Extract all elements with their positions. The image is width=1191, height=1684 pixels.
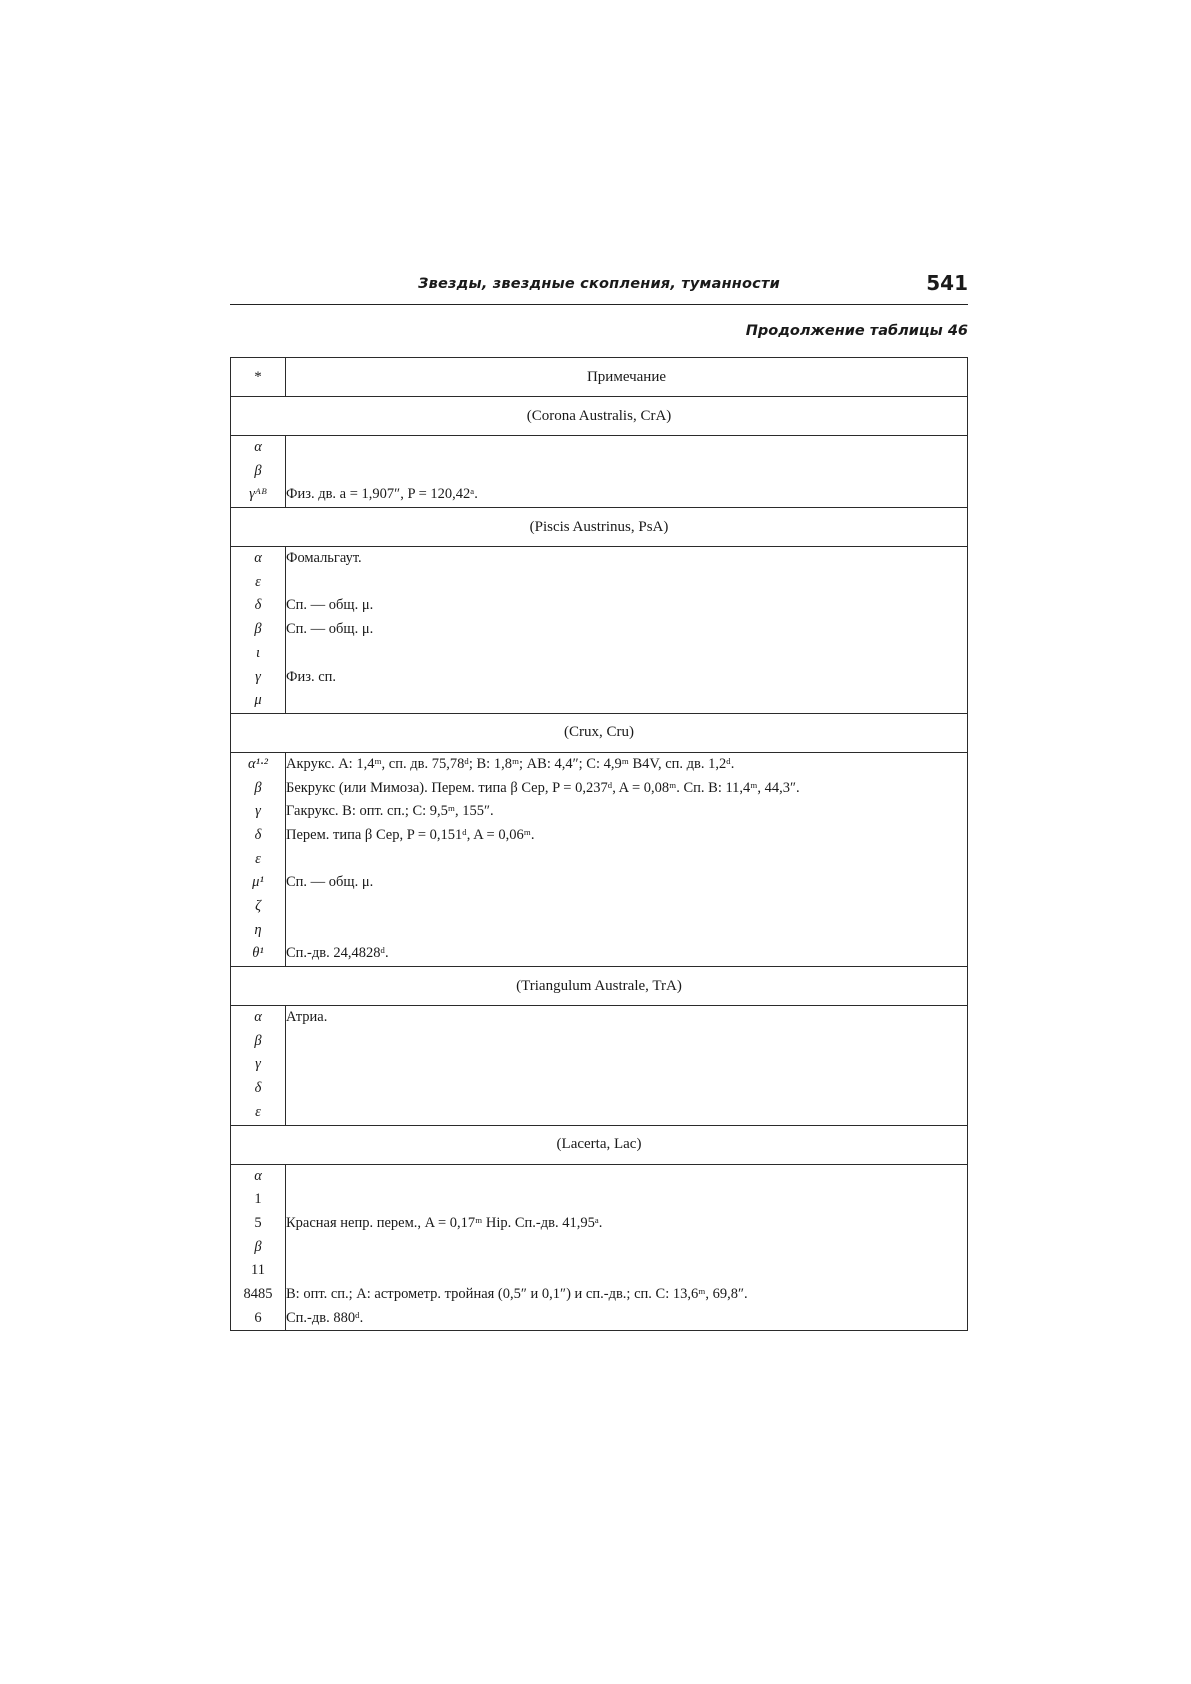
star-note: Бекрукс (или Мимоза). Перем. типа β Сер, P = 0,237ᵈ, A = 0,08ᵐ. Сп. В: 11,4ᵐ, 44,3″. [286, 779, 800, 796]
star-designation: ε [255, 1103, 261, 1120]
notes-table [230, 357, 968, 1331]
star-designation: α [254, 550, 262, 567]
star-designation: β [254, 1032, 262, 1049]
star-note [286, 1077, 967, 1101]
star-designation: ζ [255, 898, 261, 914]
star-designation: α¹·² [248, 755, 268, 772]
star-designation-cell [231, 1006, 286, 1125]
star-designation: β [254, 1238, 262, 1255]
star-designation: μ¹ [252, 874, 264, 891]
note-cell [286, 1006, 968, 1125]
star-designation: α [254, 1167, 262, 1184]
star-note [286, 436, 967, 460]
page [230, 270, 968, 1331]
star-designation: α [254, 439, 262, 455]
star-note: Фомальгаут. [286, 550, 362, 567]
table-body [231, 397, 968, 1331]
star-note: Сп. — общ. μ. [286, 597, 374, 614]
table-caption: Продолжение таблицы 46 [745, 323, 968, 339]
star-designation: 5 [254, 1214, 262, 1231]
star-designation: β [254, 462, 262, 479]
star-note: Гакрукс. В: опт. сп.; С: 9,5ᵐ, 155″. [286, 803, 494, 820]
star-designation-cell [231, 1164, 286, 1331]
star-note: Сп.-дв. 24,4828ᵈ. [286, 945, 389, 962]
note-cell [286, 752, 968, 966]
star-note [286, 571, 967, 595]
star-note: Красная непр. перем., A = 0,17ᵐ Hip. Сп.-дв. 41,95ᵃ. [286, 1214, 603, 1231]
star-designation-cell [231, 547, 286, 714]
star-note [286, 460, 967, 484]
section-title: (Piscis Austrinus, PsA) [231, 508, 968, 547]
note-cell [286, 1164, 968, 1331]
star-note: Сп.-дв. 880ᵈ. [286, 1309, 364, 1326]
star-designation: ε [255, 573, 261, 590]
star-note [286, 848, 967, 872]
section-body-row [231, 752, 968, 966]
star-designation: β [254, 621, 262, 638]
star-designation: 1 [254, 1191, 262, 1208]
table-header-row [231, 358, 968, 397]
star-designation-cell [231, 436, 286, 508]
star-designation: β [254, 779, 262, 796]
star-designation: δ [254, 826, 262, 843]
star-note [286, 1101, 967, 1125]
star-note [286, 919, 967, 943]
star-designation: δ [254, 1080, 262, 1097]
section-title: (Crux, Cru) [231, 713, 968, 752]
star-designation: θ¹ [252, 945, 264, 962]
star-designation: δ [254, 597, 262, 614]
section-body-row [231, 1164, 968, 1331]
star-note: Перем. типа β Сер, P = 0,151ᵈ, A = 0,06ᵐ. [286, 826, 535, 843]
star-note [286, 642, 967, 666]
star-note [286, 1188, 967, 1212]
star-note: Сп. — общ. μ. [286, 621, 374, 638]
star-note [286, 895, 967, 919]
star-designation: 8485 [243, 1285, 273, 1302]
star-note: Атриа. [286, 1009, 328, 1026]
section-title-row [231, 713, 968, 752]
section-title-row [231, 397, 968, 436]
note-cell [286, 436, 968, 508]
section-title: (Triangulum Australe, TrA) [231, 967, 968, 1006]
star-designation: ε [255, 850, 261, 867]
star-designation: η [254, 921, 262, 938]
running-title: Звезды, звездные скопления, туманности [418, 276, 780, 292]
note-cell [286, 547, 968, 714]
section-body-row [231, 436, 968, 508]
star-note [286, 689, 967, 713]
star-note [286, 1165, 967, 1189]
star-note: Физ. дв. a = 1,907″, P = 120,42ᵃ. [286, 486, 478, 503]
section-title-row [231, 967, 968, 1006]
star-designation: 11 [251, 1262, 265, 1279]
star-note: Акрукс. А: 1,4ᵐ, сп. дв. 75,78ᵈ; В: 1,8ᵐ; АВ: 4,4″; С: 4,9ᵐ B4V, сп. дв. 1,2ᵈ. [286, 755, 735, 772]
star-designation: γᴬᴮ [249, 486, 267, 503]
page-number: 541 [926, 271, 968, 295]
star-designation: γ [255, 803, 261, 820]
section-title: (Lacerta, Lac) [231, 1125, 968, 1164]
section-title-row [231, 508, 968, 547]
column-header-note: Примечание [286, 358, 968, 397]
star-note: В: опт. сп.; А: астрометр. тройная (0,5″ и 0,1″) и сп.-дв.; сп. С: 13,6ᵐ, 69,8″. [286, 1285, 748, 1302]
star-note [286, 1259, 967, 1283]
section-title: (Corona Australis, CrA) [231, 397, 968, 436]
star-designation: α [254, 1009, 262, 1026]
star-designation-cell [231, 752, 286, 966]
star-designation: γ [255, 668, 261, 685]
star-note [286, 1053, 967, 1077]
star-note: Физ. сп. [286, 668, 337, 685]
running-head [230, 270, 968, 305]
section-title-row [231, 1125, 968, 1164]
star-designation: 6 [254, 1309, 262, 1326]
star-designation: μ [254, 692, 262, 709]
star-note: Сп. — общ. μ. [286, 874, 374, 891]
section-body-row [231, 1006, 968, 1125]
section-body-row [231, 547, 968, 714]
star-note [286, 1236, 967, 1260]
star-designation: γ [255, 1056, 261, 1073]
column-header-star: * [231, 358, 286, 397]
star-note [286, 1030, 967, 1054]
star-designation: ι [255, 644, 261, 661]
